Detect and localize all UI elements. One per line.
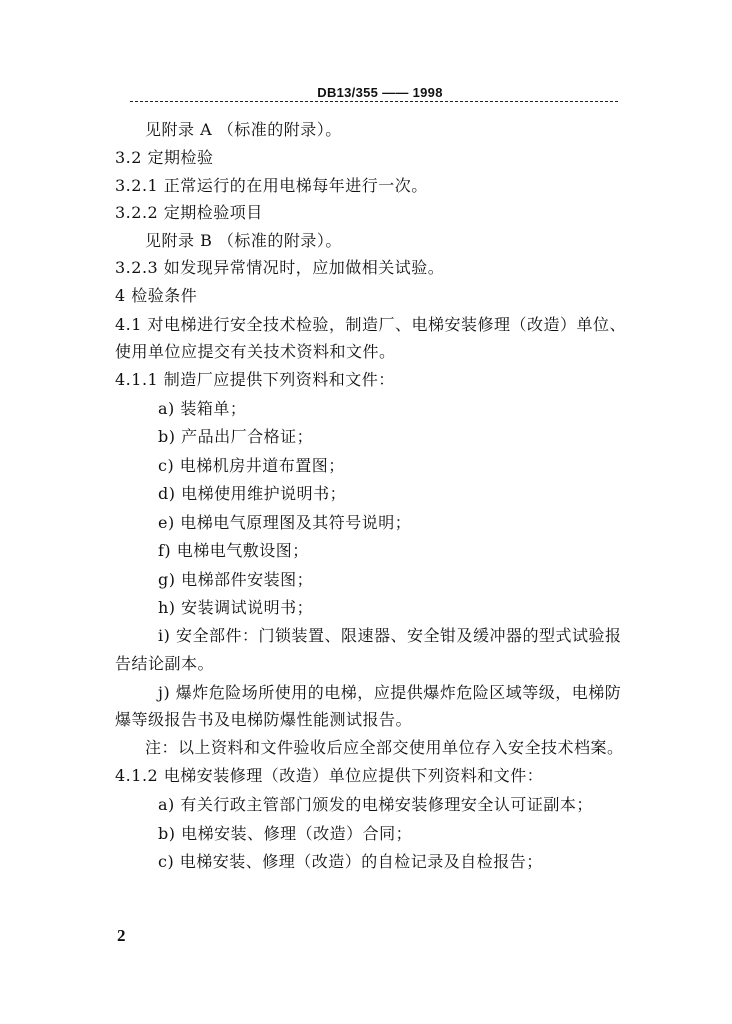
text-line: 使用单位应提交有关技术资料和文件。 [115,342,396,361]
text-line: 见附录 A （标准的附录）。 [145,120,342,139]
list-item: i) 安全部件：门锁装置、限速器、安全钳及缓冲器的型式试验报 [158,626,622,645]
list-item: d) 电梯使用维护说明书； [158,484,347,503]
section-heading: 3.2 定期检验 [115,148,214,167]
list-item-continuation: 爆等级报告书及电梯防爆性能测试报告。 [115,710,413,729]
standard-code-header: DB13/355 —— 1998 [317,85,443,100]
section-heading: 3.2.2 定期检验项目 [115,203,263,222]
text-line: 3.2.3 如发现异常情况时，应加做相关试验。 [115,258,445,277]
list-item: c) 电梯安装、修理（改造）的自检记录及自检报告； [158,852,543,871]
list-item: a) 有关行政主管部门颁发的电梯安装修理安全认可证副本； [158,795,593,814]
list-item: c) 电梯机房井道布置图； [158,456,345,475]
list-item: j) 爆炸危险场所使用的电梯，应提供爆炸危险区域等级，电梯防 [158,683,622,702]
text-line: 4.1 对电梯进行安全技术检验，制造厂、电梯安装修理（改造）单位、 [115,315,627,334]
text-line: 3.2.1 正常运行的在用电梯每年进行一次。 [115,176,428,195]
header-dashed-rule [130,101,618,102]
section-heading: 4 检验条件 [115,286,198,305]
text-line: 4.1.1 制造厂应提供下列资料和文件： [115,370,395,389]
list-item: h) 安装调试说明书； [158,598,314,617]
list-item: a) 装箱单； [158,399,247,418]
text-line: 见附录 B （标准的附录）。 [145,231,342,250]
list-item: b) 电梯安装、修理（改造）合同； [158,824,413,843]
list-item: g) 电梯部件安装图； [158,570,314,589]
note-line: 注：以上资料和文件验收后应全部交使用单位存入安全技术档案。 [145,738,624,757]
list-item-continuation: 告结论副本。 [115,654,215,673]
text-line: 4.1.2 电梯安装修理（改造）单位应提供下列资料和文件： [115,766,544,785]
list-item: b) 产品出厂合格证； [158,427,314,446]
list-item: f) 电梯电气敷设图； [158,541,309,560]
page-number: 2 [117,926,126,945]
list-item: e) 电梯电气原理图及其符号说明； [158,513,412,532]
